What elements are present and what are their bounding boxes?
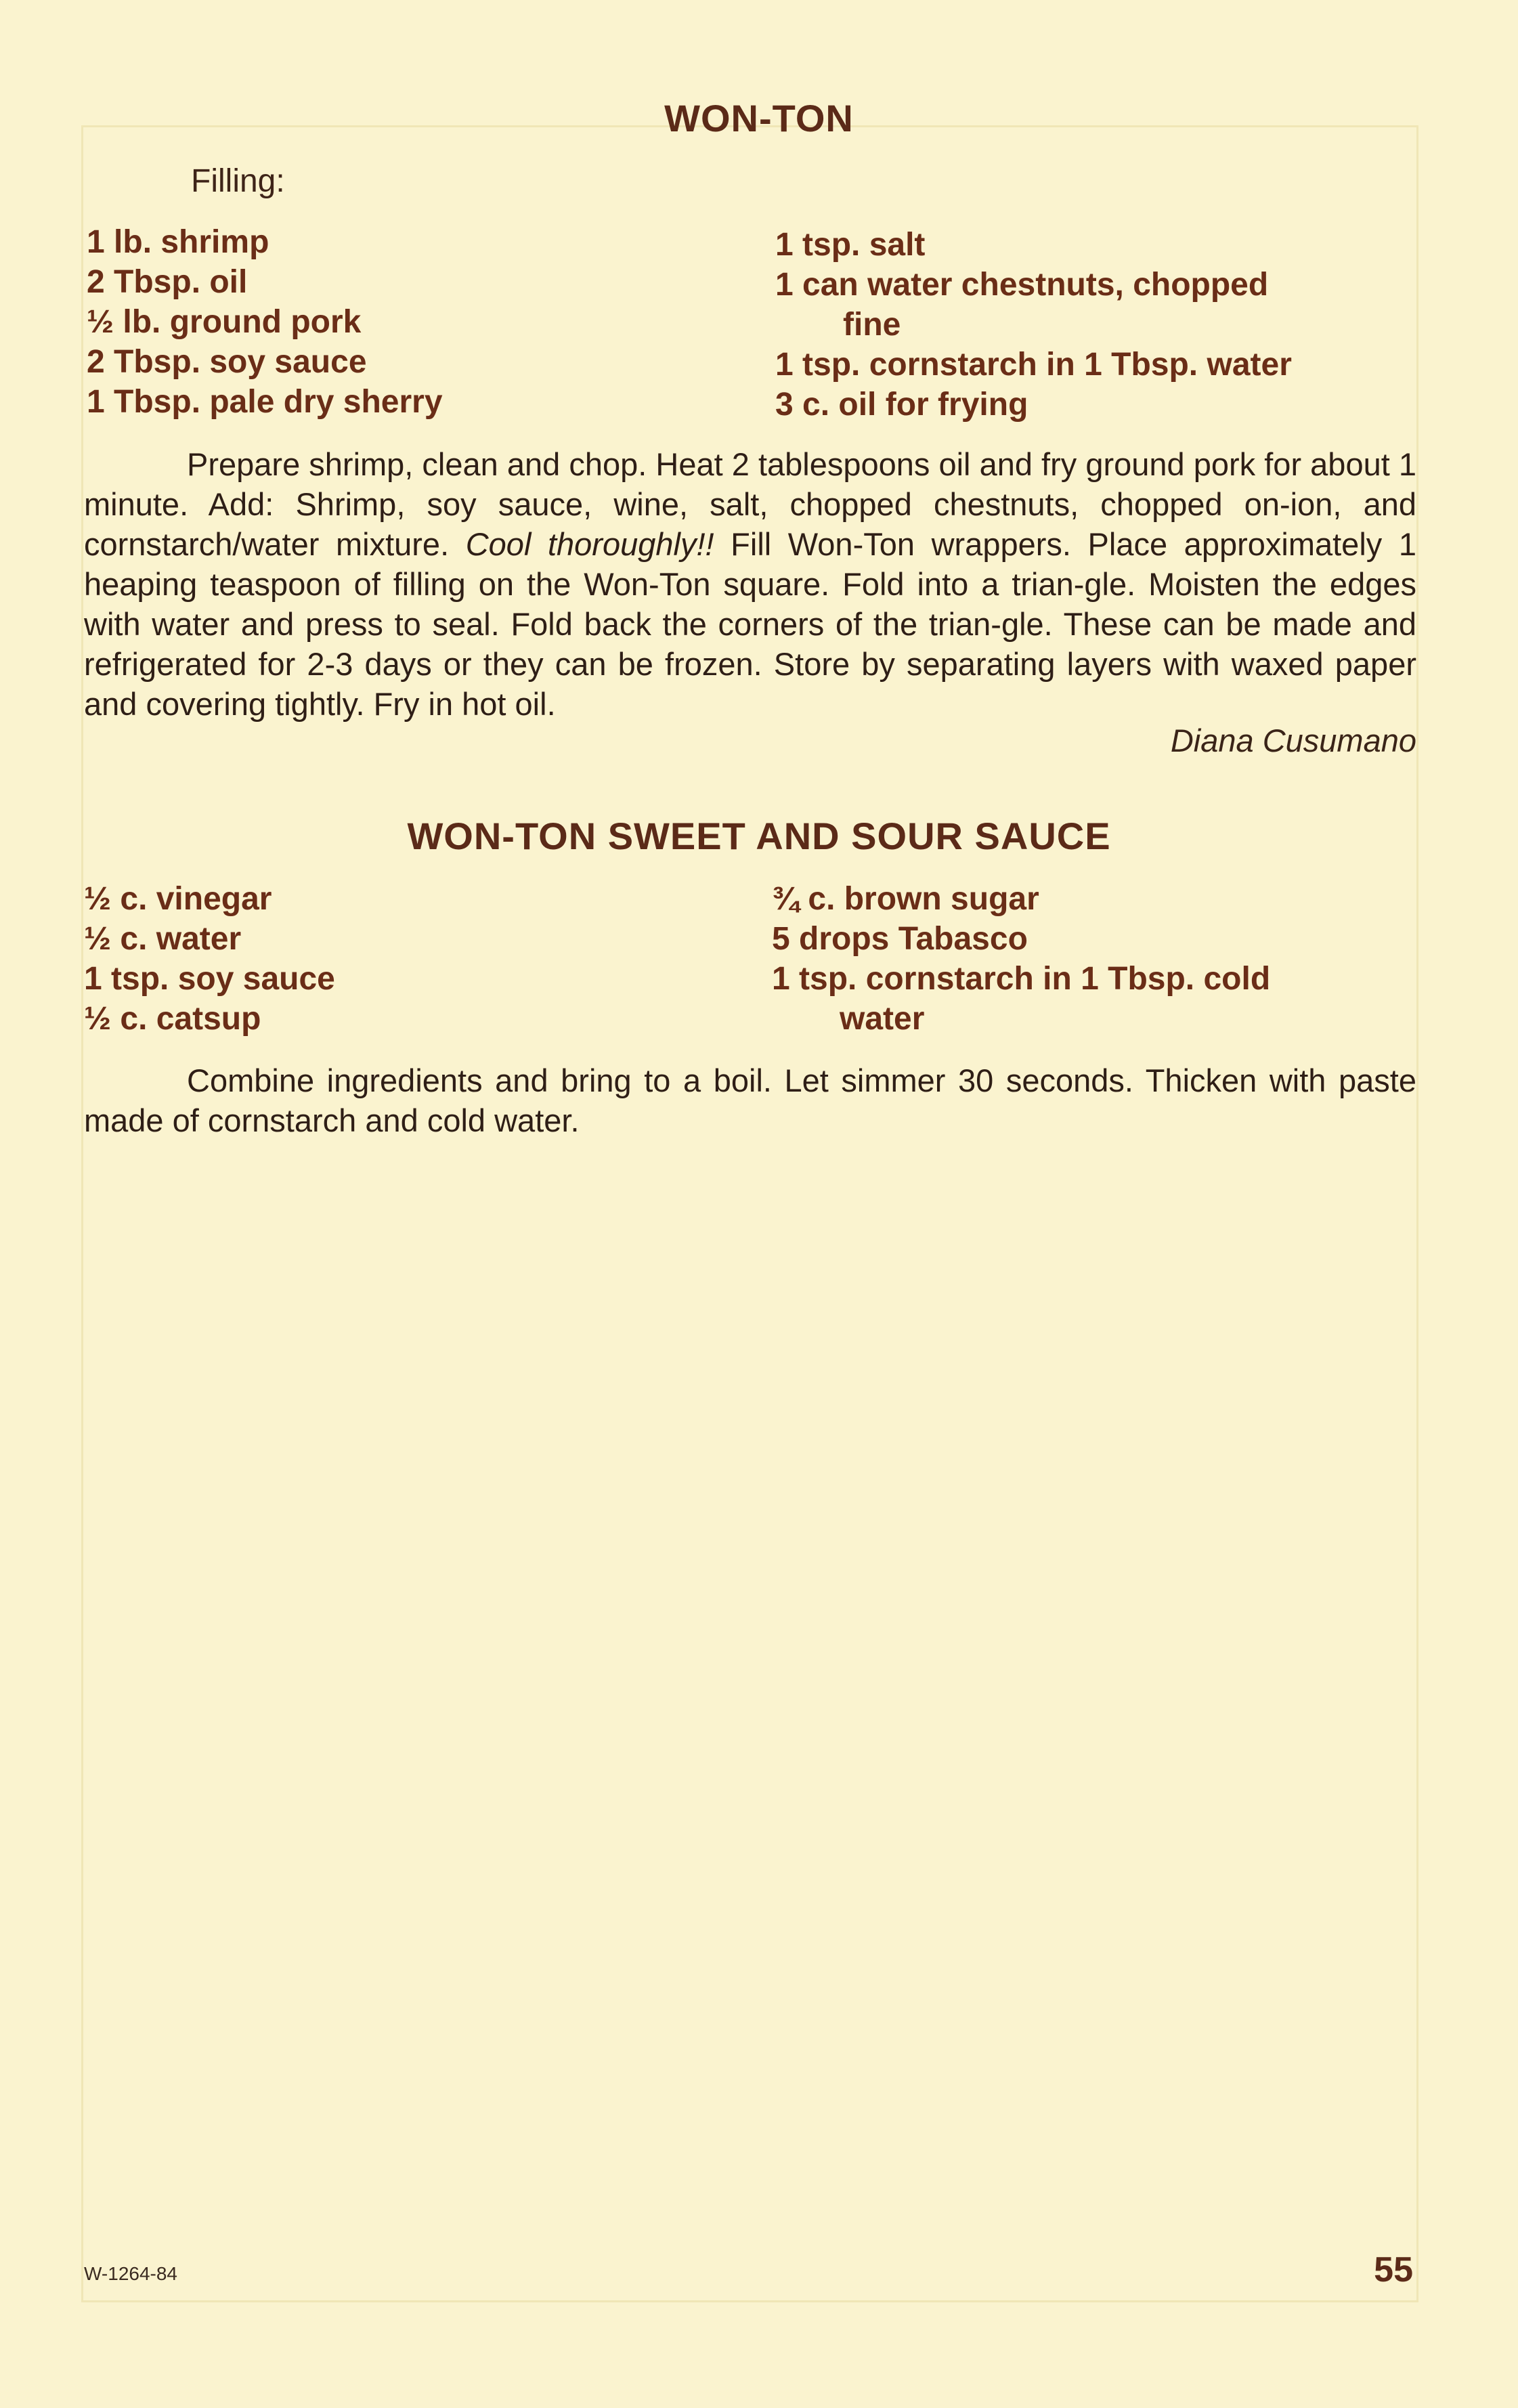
ingredient: ½ c. vinegar (84, 881, 272, 917)
ingredient: ½ c. catsup (84, 1001, 261, 1037)
recipe-title-won-ton: WON-TON (664, 97, 854, 139)
instructions-text: Fill Won-Ton wrappers. Place approximately 1 heaping teaspoon of filling on the Won-Ton square. Fold into a trian-gle. Moisten the edges with water and press to seal. Fold back the corners of the trian-gle. These can be made and refrigerated for 2-3 days or they can be frozen. Store by separating layers with waxed paper and covering tightly. Fry in hot oil. (84, 526, 1416, 722)
ingredient: 2 Tbsp. oil (87, 264, 248, 300)
instructions-text: Combine ingredients and bring to a boil. Let simmer 30 seconds. Thicken with paste made of cornstarch and cold water. (84, 1062, 1416, 1138)
ingredient-continuation: water (840, 1001, 925, 1037)
filling-label: Filling: (191, 163, 285, 199)
won-ton-ingredients-left (87, 222, 443, 422)
recipe-author: Diana Cusumano (1170, 723, 1416, 758)
publication-code: W-1264-84 (84, 2263, 178, 2284)
sauce-ingredients-right (772, 879, 1270, 1039)
recipe-title-sweet-sour-sauce: WON-TON SWEET AND SOUR SAUCE (407, 815, 1111, 857)
ingredient: 3 c. oil for frying (775, 387, 1028, 423)
ingredient: 1 lb. shrimp (87, 224, 269, 260)
ingredient: 1 tsp. salt (775, 227, 926, 263)
ingredient: ½ c. water (84, 921, 242, 957)
ingredient: 1 tsp. cornstarch in 1 Tbsp. cold (772, 961, 1271, 997)
ingredient: 2 Tbsp. soy sauce (87, 344, 367, 380)
ingredient: ¾ c. brown sugar (772, 881, 1039, 917)
sauce-ingredients-left (84, 879, 335, 1039)
won-ton-ingredients-right (775, 225, 1292, 425)
instructions-emphasis: Cool thoroughly!! (465, 526, 714, 562)
instructions-text: Prepare shrimp, clean and chop. Heat 2 tablespoons oil and fry ground pork for about 1 minute. Add: Shrimp, soy sauce, wine, salt, chopped chestnuts, chopped on-ion, and cornstarch/water mixture. (84, 446, 1416, 562)
ingredient: ½ lb. ground pork (87, 304, 362, 340)
ingredient-continuation: fine (843, 307, 901, 343)
sauce-instructions (84, 1060, 1416, 1140)
won-ton-instructions (84, 444, 1416, 724)
ingredient: 1 tsp. soy sauce (84, 961, 335, 997)
ingredient: 1 can water chestnuts, chopped (775, 267, 1269, 303)
ingredient: 1 Tbsp. pale dry sherry (87, 384, 443, 420)
ingredient: 5 drops Tabasco (772, 921, 1028, 957)
ingredient: 1 tsp. cornstarch in 1 Tbsp. water (775, 347, 1292, 383)
page-number: 55 (1374, 2250, 1413, 2289)
